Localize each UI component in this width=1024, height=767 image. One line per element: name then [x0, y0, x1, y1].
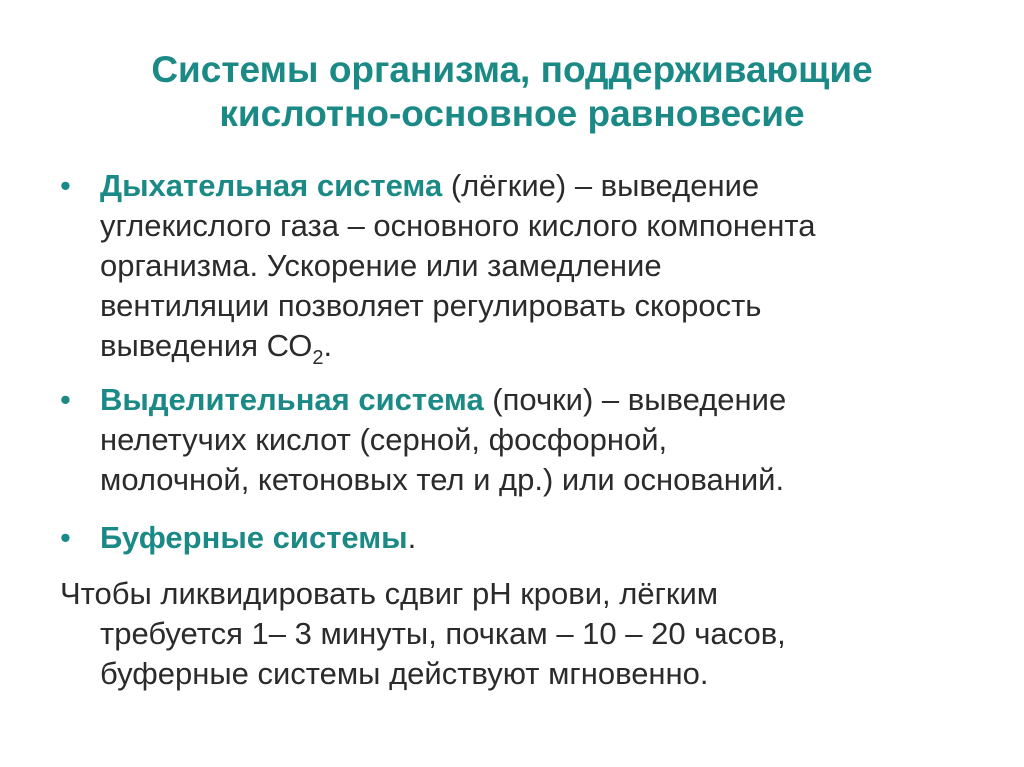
bullet-line — [100, 380, 970, 420]
bullet-line-text: . — [323, 328, 333, 363]
subscript: 2 — [312, 347, 324, 369]
closing-line-3: буферные системы действуют мгновенно. — [100, 656, 709, 691]
bullet-line — [100, 166, 970, 206]
bullet-line-text: (почки) – выведение — [483, 382, 787, 417]
bullet-line: углекислого газа – основного кислого компонента — [100, 208, 816, 243]
bullet-marker: • — [60, 382, 71, 417]
bullet-line-text: . — [407, 520, 417, 555]
closing-paragraph — [60, 574, 970, 694]
bullet-marker: • — [60, 520, 71, 555]
bullet-heading: Дыхательная система — [100, 168, 443, 203]
bullet-line — [100, 518, 970, 558]
slide-title-line-2: кислотно-основное равновесие — [219, 93, 805, 134]
bullet-line-text: (лёгкие) – выведение — [442, 168, 760, 203]
bullet-text — [100, 518, 970, 558]
bullet-line: вентиляции позволяет регулировать скорость — [100, 288, 762, 323]
bullet-line: организма. Ускорение или замедление — [100, 248, 662, 283]
slide-title-line-1: Системы организма, поддерживающие — [151, 49, 873, 90]
bullet-line — [100, 326, 970, 370]
bullet-line-text: выведения СО — [100, 328, 313, 363]
closing-line-1: Чтобы ликвидировать сдвиг рН крови, лёгким — [60, 576, 719, 611]
slide-title — [40, 48, 984, 136]
bullet-marker: • — [60, 168, 71, 203]
bullet-heading: Выделительная система — [100, 382, 484, 417]
bullet-heading: Буферные системы — [100, 520, 408, 555]
bullet-text — [100, 166, 970, 370]
bullet-text — [100, 380, 970, 500]
bullet-line: молочной, кетоновых тел и др.) или оснований. — [100, 462, 785, 497]
closing-line-2: требуется 1– 3 минуты, почкам – 10 – 20 часов, — [100, 616, 786, 651]
bullet-line: нелетучих кислот (серной, фосфорной, — [100, 422, 668, 457]
